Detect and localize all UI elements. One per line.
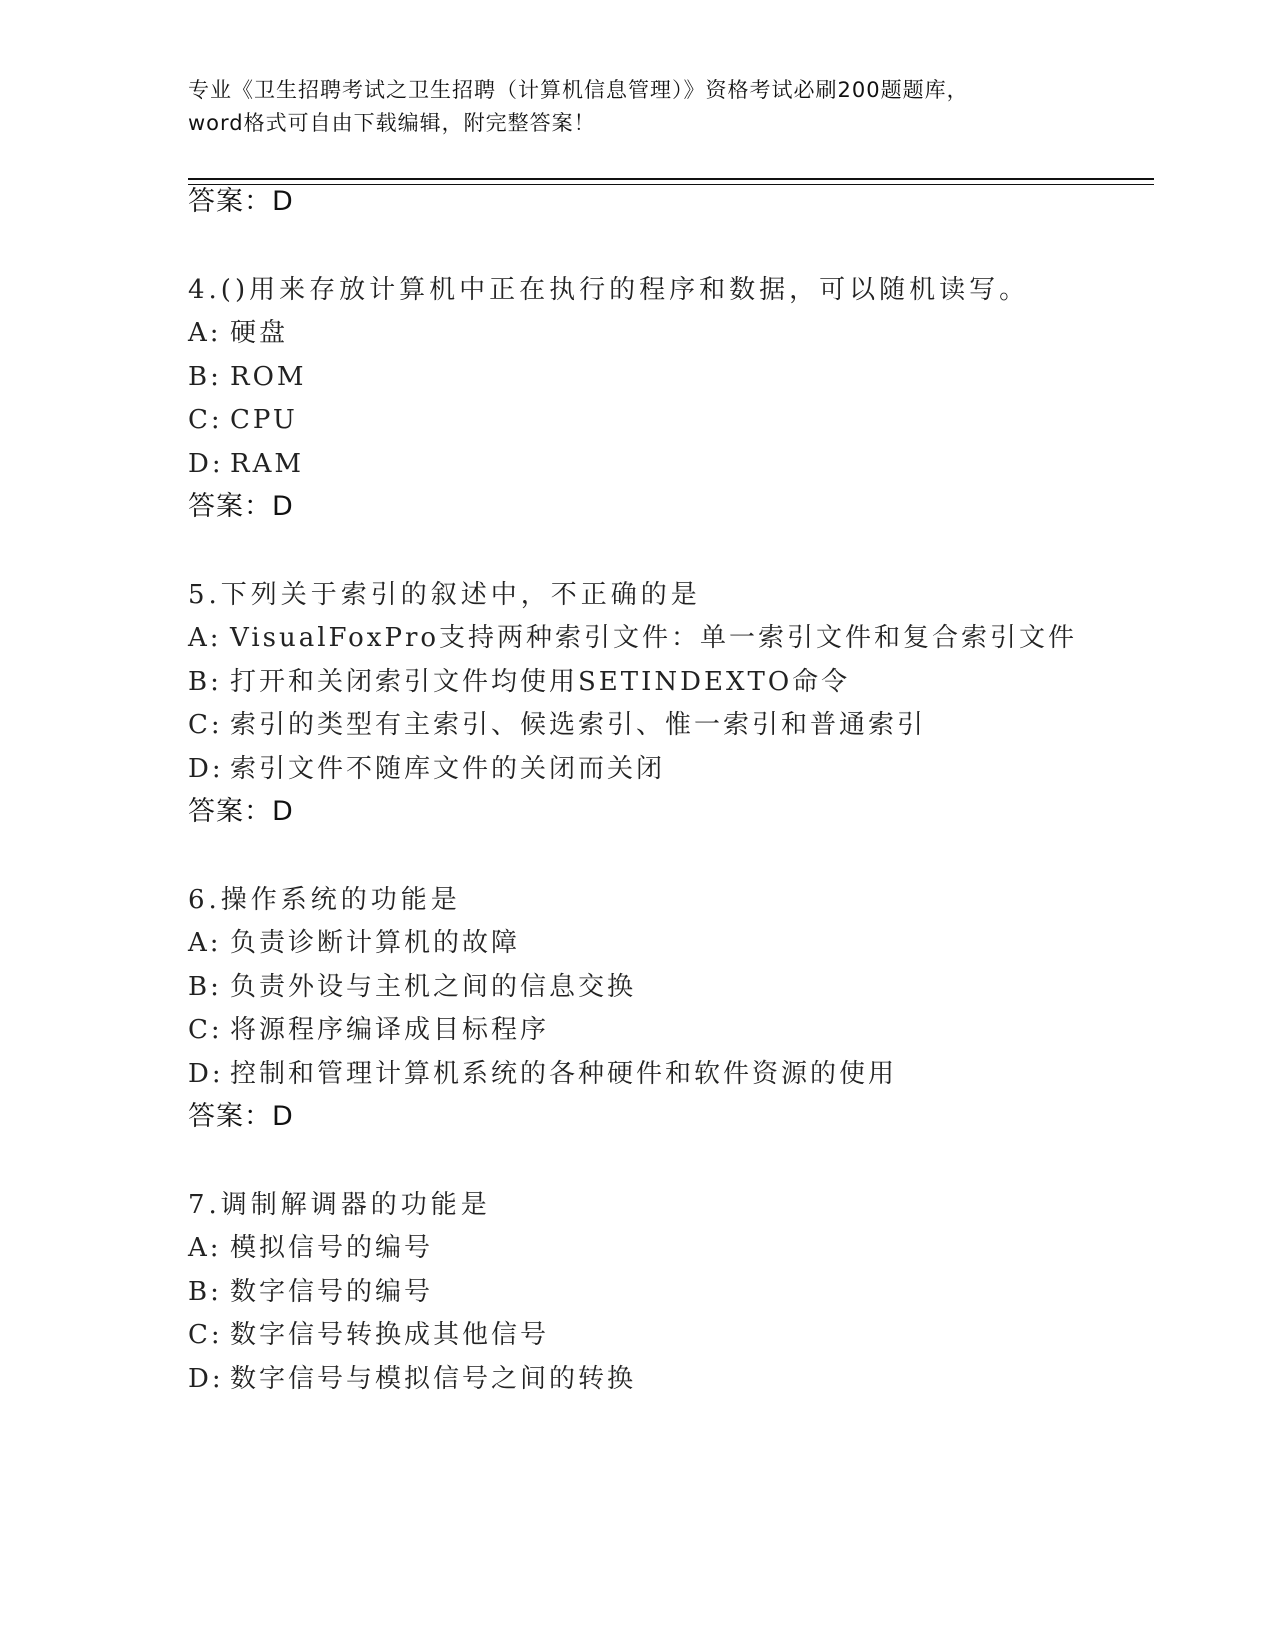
question-5-text: 5.下列关于索引的叙述中，不正确的是 xyxy=(188,580,701,610)
option-text: 索引的类型有主索引、候选索引、惟一索引和普通索引 xyxy=(230,710,927,740)
option-letter: D: xyxy=(188,449,224,479)
question-5-option-a xyxy=(188,621,1077,655)
question-6-option-b xyxy=(188,970,636,1004)
option-letter: B: xyxy=(188,667,222,697)
question-4-option-d xyxy=(188,447,304,481)
option-text: CPU xyxy=(230,405,298,435)
option-letter: D: xyxy=(188,1364,224,1394)
question-4-option-b xyxy=(188,360,307,394)
question-6-option-a xyxy=(188,926,520,960)
option-letter: A: xyxy=(188,928,222,958)
previous-answer: 答案：D xyxy=(188,186,294,217)
question-7-option-d xyxy=(188,1362,636,1396)
option-letter: A: xyxy=(188,1233,222,1263)
question-6-text: 6.操作系统的功能是 xyxy=(188,885,461,915)
option-letter: C: xyxy=(188,710,223,740)
question-5-option-c xyxy=(188,708,926,742)
option-text: 数字信号的编号 xyxy=(230,1277,434,1307)
question-7-option-c xyxy=(188,1318,549,1352)
question-7-text: 7.调制解调器的功能是 xyxy=(188,1190,491,1220)
option-text: ROM xyxy=(230,362,307,392)
question-5-answer: 答案：D xyxy=(188,796,294,827)
question-5-option-b xyxy=(188,665,850,699)
question-4-option-c xyxy=(188,403,298,437)
header-line-2: word格式可自由下载编辑，附完整答案！ xyxy=(188,111,596,135)
option-text: 数字信号转换成其他信号 xyxy=(230,1320,550,1350)
option-letter: C: xyxy=(188,1320,223,1350)
option-text: VisualFoxPro支持两种索引文件：单一索引文件和复合索引文件 xyxy=(230,623,1078,653)
question-6-option-c xyxy=(188,1013,549,1047)
option-letter: B: xyxy=(188,362,222,392)
option-text: 打开和关闭索引文件均使用SETINDEXTO命令 xyxy=(230,667,851,697)
option-text: RAM xyxy=(230,449,304,479)
question-7-option-b xyxy=(188,1275,433,1309)
option-letter: C: xyxy=(188,405,223,435)
option-text: 负责诊断计算机的故障 xyxy=(230,928,521,958)
option-letter: A: xyxy=(188,318,222,348)
option-text: 控制和管理计算机系统的各种硬件和软件资源的使用 xyxy=(230,1059,898,1089)
option-letter: B: xyxy=(188,1277,222,1307)
question-6-answer: 答案：D xyxy=(188,1101,294,1132)
question-7-option-a xyxy=(188,1231,433,1265)
option-text: 将源程序编译成目标程序 xyxy=(230,1015,550,1045)
question-4-answer: 答案：D xyxy=(188,491,294,522)
header-divider xyxy=(188,178,1154,185)
option-letter: C: xyxy=(188,1015,223,1045)
document-header xyxy=(188,74,1088,140)
option-letter: D: xyxy=(188,1059,224,1089)
question-6-option-d xyxy=(188,1057,897,1091)
question-4-text: 4.()用来存放计算机中正在执行的程序和数据，可以随机读写。 xyxy=(188,275,1030,305)
question-4-option-a xyxy=(188,316,288,350)
option-letter: A: xyxy=(188,623,222,653)
option-letter: D: xyxy=(188,754,224,784)
option-text: 模拟信号的编号 xyxy=(230,1233,434,1263)
option-text: 负责外设与主机之间的信息交换 xyxy=(230,972,637,1002)
option-letter: B: xyxy=(188,972,222,1002)
option-text: 索引文件不随库文件的关闭而关闭 xyxy=(230,754,666,784)
header-line-1: 专业《卫生招聘考试之卫生招聘（计算机信息管理）》资格考试必刷200题题库， xyxy=(188,78,969,102)
option-text: 硬盘 xyxy=(230,318,289,348)
question-5-option-d xyxy=(188,752,665,786)
option-text: 数字信号与模拟信号之间的转换 xyxy=(230,1364,637,1394)
